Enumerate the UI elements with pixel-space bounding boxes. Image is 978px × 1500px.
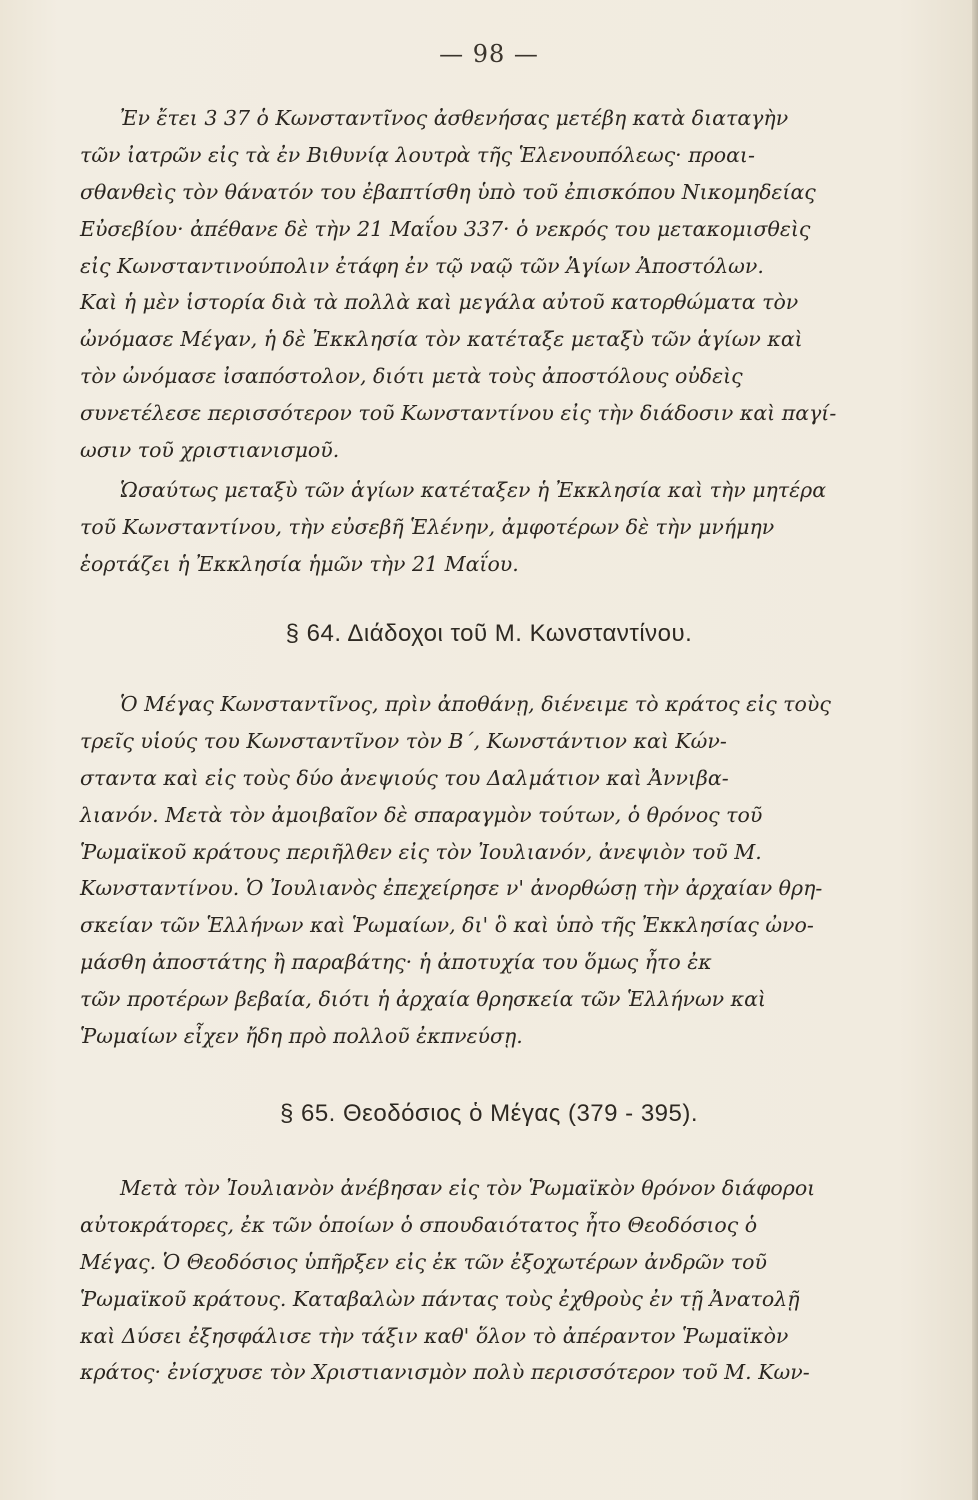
text-line: συνετέλεσε περισσότερον τοῦ Κωνσταντίνου εἰς τὴν διάδοσιν καὶ παγί- bbox=[80, 401, 837, 426]
text-line: εἰς Κωνσταντινούπολιν ἐτάφη ἐν τῷ ναῷ τῶν Ἁγίων Ἀποστόλων. bbox=[80, 253, 764, 278]
text-line: Ῥωμαίων εἶχεν ἤδη πρὸ πολλοῦ ἐκπνεύσῃ. bbox=[80, 1024, 523, 1049]
text-line: τρεῖς υἱούς του Κωνσταντῖνον τὸν Β΄, Κωνστάντιον καὶ Κών- bbox=[80, 728, 727, 753]
text-line: κράτος· ἐνίσχυσε τὸν Χριστιανισμὸν πολὺ περισσότερον τοῦ Μ. Κων- bbox=[80, 1360, 810, 1385]
paragraph-death-of-constantine bbox=[80, 100, 930, 469]
text-line: Μετὰ τὸν Ἰουλιανὸν ἀνέβησαν εἰς τὸν Ῥωμαϊκὸν θρόνον διάφοροι bbox=[120, 1176, 816, 1200]
text-line: σθανθεὶς τὸν θάνατόν του ἐβαπτίσθη ὑπὸ τοῦ ἐπισκόπου Νικομηδείας bbox=[80, 179, 816, 204]
text-line: Καὶ ἡ μὲν ἱστορία διὰ τὰ πολλὰ καὶ μεγάλα αὐτοῦ κατορθώματα τὸν bbox=[80, 290, 799, 315]
text-line: Ὁ Μέγας Κωνσταντῖνος, πρὶν ἀποθάνῃ, διένειμε τὸ κράτος εἰς τοὺς bbox=[120, 692, 831, 716]
page-edge bbox=[972, 0, 978, 1500]
text-line: τοῦ Κωνσταντίνου, τὴν εὐσεβῆ Ἑλένην, ἀμφοτέρων δὲ τὴν μνήμην bbox=[80, 514, 775, 539]
text-line: λιανόν. Μετὰ τὸν ἀμοιβαῖον δὲ σπαραγμὸν τούτων, ὁ θρόνος τοῦ bbox=[80, 802, 763, 827]
text-line: αὐτοκράτορες, ἐκ τῶν ὁποίων ὁ σπουδαιότατος ἦτο Θεοδόσιος ὁ bbox=[80, 1212, 758, 1237]
text-line: Εὐσεβίου· ἀπέθανε δὲ τὴν 21 Μαΐου 337· ὁ νεκρός του μετακομισθεὶς bbox=[80, 216, 811, 241]
text-line: Ὡσαύτως μεταξὺ τῶν ἁγίων κατέταξεν ἡ Ἐκκλησία καὶ τὴν μητέρα bbox=[120, 478, 827, 502]
text-line: ωσιν τοῦ χριστιανισμοῦ. bbox=[80, 438, 340, 463]
page-number: — 98 — bbox=[439, 40, 539, 68]
text-line: Κωνσταντίνου. Ὁ Ἰουλιανὸς ἐπεχείρησε ν' ἀνορθώσῃ τὴν ἀρχαίαν θρη- bbox=[80, 876, 823, 901]
text-line: τὸν ὠνόμασε ἰσαπόστολον, διότι μετὰ τοὺς ἀποστόλους οὐδεὶς bbox=[80, 364, 743, 389]
text-line: Ἐν ἔτει 3 37 ὁ Κωνσταντῖνος ἀσθενήσας μετέβη κατὰ διαταγὴν bbox=[120, 106, 789, 130]
text-line: σκείαν τῶν Ἑλλήνων καὶ Ῥωμαίων, δι' ὃ καὶ ὑπὸ τῆς Ἐκκλησίας ὠνο- bbox=[80, 913, 814, 938]
section-heading-64: § 64. Διάδοχοι τοῦ Μ. Κωνσταντίνου. bbox=[285, 620, 693, 647]
text-line: Μέγας. Ὁ Θεοδόσιος ὑπῆρξεν εἰς ἐκ τῶν ἐξοχωτέρων ἀνδρῶν τοῦ bbox=[80, 1249, 767, 1274]
paragraph-saint-helen bbox=[80, 472, 930, 583]
section-heading-65: § 65. Θεοδόσιος ὁ Μέγας (379 - 395). bbox=[279, 1100, 699, 1127]
text-line: σταντα καὶ εἰς τοὺς δύο ἀνεψιούς του Δαλμάτιον καὶ Ἀννιβα- bbox=[80, 765, 729, 790]
text-line: ἑορτάζει ἡ Ἐκκλησία ἡμῶν τὴν 21 Μαΐου. bbox=[80, 551, 519, 576]
text-line: τῶν προτέρων βεβαία, διότι ἡ ἀρχαία θρησκεία τῶν Ἑλλήνων καὶ bbox=[80, 987, 766, 1012]
text-line: ὠνόμασε Μέγαν, ἡ δὲ Ἐκκλησία τὸν κατέταξε μεταξὺ τῶν ἁγίων καὶ bbox=[80, 327, 803, 352]
paragraph-successors bbox=[80, 686, 930, 1055]
text-line: μάσθη ἀποστάτης ἢ παραβάτης· ἡ ἀποτυχία του ὅμως ἦτο ἐκ bbox=[80, 950, 712, 975]
text-line: καὶ Δύσει ἐξησφάλισε τὴν τάξιν καθ' ὅλον τὸ ἀπέραντον Ῥωμαϊκὸν bbox=[80, 1323, 789, 1348]
text-line: Ῥωμαϊκοῦ κράτους. Καταβαλὼν πάντας τοὺς ἐχθροὺς ἐν τῇ Ἀνατολῇ bbox=[80, 1286, 800, 1311]
paragraph-theodosius bbox=[80, 1170, 930, 1391]
text-line: Ῥωμαϊκοῦ κράτους περιῆλθεν εἰς τὸν Ἰουλιανόν, ἀνεψιὸν τοῦ Μ. bbox=[80, 839, 762, 864]
text-line: τῶν ἰατρῶν εἰς τὰ ἐν Βιθυνίᾳ λουτρὰ τῆς Ἑλενουπόλεως· προαι- bbox=[80, 142, 755, 167]
